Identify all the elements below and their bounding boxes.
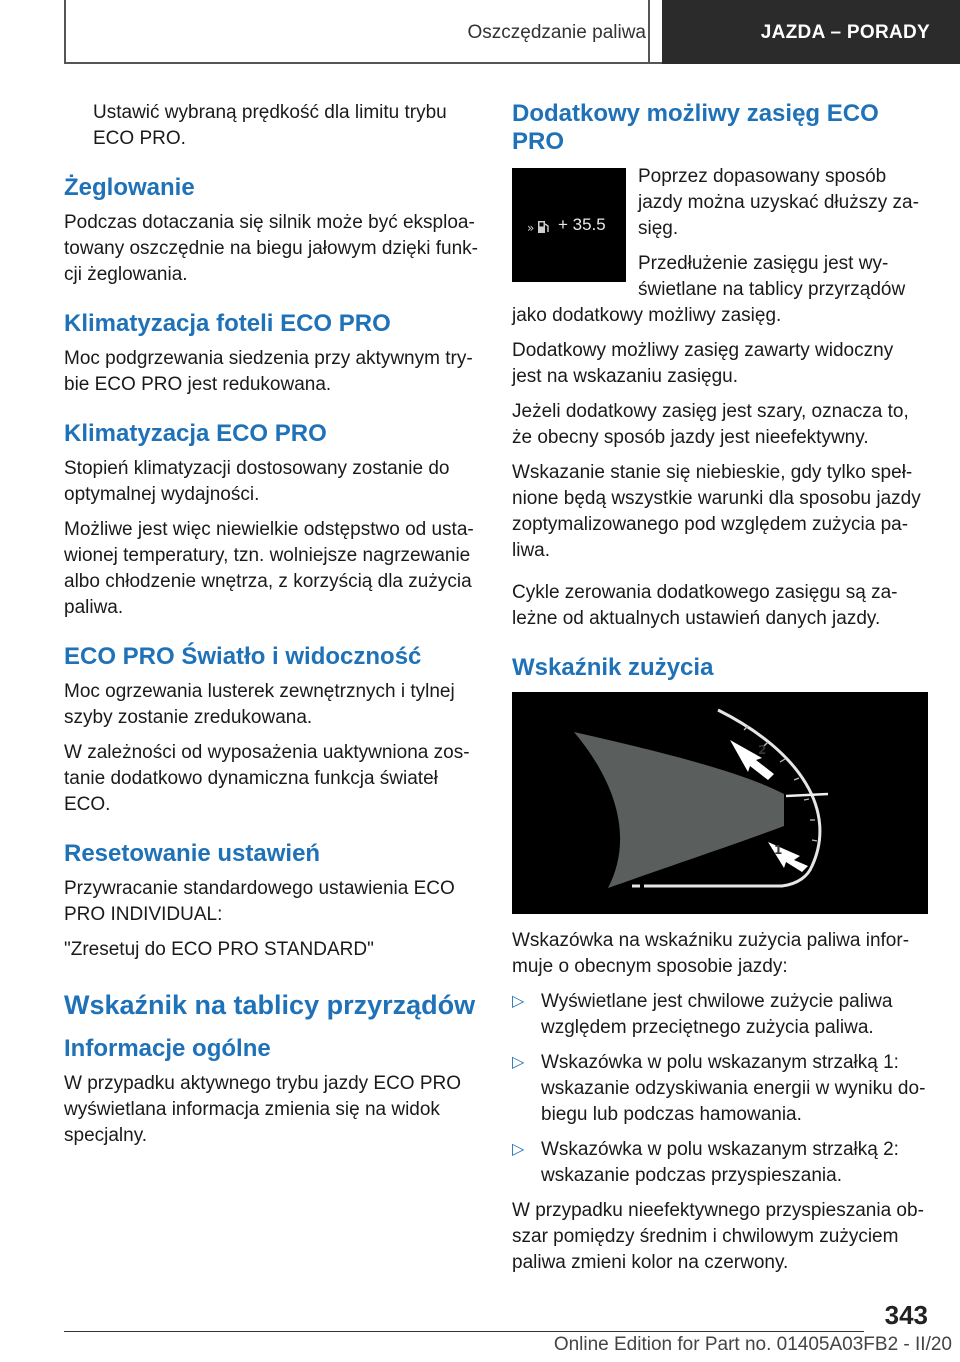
paragraph-resetowanie-1: Przywracanie standardowego ustawienia ECO PRO INDIVIDUAL: (64, 878, 455, 925)
paragraph-zasieg-1: Poprzez dopasowany sposób jazdy można uzyskać dłuższy zasięg. (638, 166, 919, 239)
paragraph-wskazowka: Wskazówka na wskaźniku zużycia paliwa informuje o obecnym sposobie jazdy: (512, 930, 910, 977)
paragraph-klimatyzacja-1: Stopień klimatyzacji dostosowany zostanie do optymalnej wydajności. (64, 458, 450, 505)
heading-resetowanie: Resetowanie ustawień (64, 840, 321, 867)
left-column (64, 100, 480, 1158)
eco-range-display-image (512, 168, 626, 282)
header-chapter-title: Oszczędzanie paliwa (467, 22, 646, 43)
header-separator (648, 0, 650, 64)
consumption-gauge-image (512, 692, 928, 914)
heading-wskaznik-tablica: Wskaźnik na tablicy przyrządów (64, 990, 476, 1020)
fuel-pump-icon (527, 218, 553, 236)
paragraph-resetowanie-2: "Zresetuj do ECO PRO STANDARD" (64, 939, 374, 960)
heading-dodatkowy-zasieg: Dodatkowy możliwy zasięg ECO PRO (512, 100, 879, 155)
list-item: ▷ Wskazówka w polu wskazanym strzałką 2: wskazanie podczas przyspieszania. (512, 1139, 899, 1186)
right-column (512, 100, 928, 1285)
list-item: ▷ Wskazówka w polu wskazanym strzałką 1: wskazanie odzyskiwania energii w wyniku dobiegu lub podczas hamowania. (512, 1052, 926, 1125)
heading-klimatyzacja-eco: Klimatyzacja ECO PRO (64, 420, 327, 447)
heading-wskaznik-zuzycia: Wskaźnik zużycia (512, 654, 714, 681)
triangle-bullet-icon: ▷ (512, 993, 525, 1010)
bullet-list (512, 989, 928, 1189)
eco-range-value: + 35.5 (558, 215, 606, 234)
triangle-bullet-icon: ▷ (512, 1054, 525, 1071)
paragraph-zasieg-5: Wskazanie stanie się niebieskie, gdy tylko spełnione będą wszystkie warunki dla sposobu jazdy zoptymalizowanego pod względem zużycia paliwa. (512, 462, 921, 561)
gauge-arrow-label-2: 2 (758, 743, 767, 757)
header-left-rule (64, 0, 66, 64)
paragraph-swiatlo-1: Moc ogrzewania lusterek zewnętrznych i tylnej szyby zostanie zredukowana. (64, 681, 455, 728)
paragraph-zasieg-2: Przedłużenie zasięgu jest wyświetlane na tablicy przyrządów jako dodatkowy możliwy zasięg. (512, 253, 906, 326)
heading-klimatyzacja-foteli: Klimatyzacja foteli ECO PRO (64, 310, 391, 337)
heading-zeglowanie: Żeglowanie (64, 174, 195, 201)
heading-informacje-ogolne: Informacje ogólne (64, 1035, 271, 1062)
paragraph-zasieg-3: Dodatkowy możliwy zasięg zawarty widoczny jest na wskazaniu zasięgu. (512, 340, 894, 387)
paragraph-klimatyzacja-foteli: Moc podgrzewania siedzenia przy aktywnym trybie ECO PRO jest redukowana. (64, 348, 473, 395)
heading-swiatlo: ECO PRO Światło i widoczność (64, 643, 422, 670)
paragraph-eco-limit: Ustawić wybraną prędkość dla limitu trybu ECO PRO. (93, 102, 447, 149)
paragraph-przyspieszanie: W przypadku nieefektywnego przyspieszania obszar pomiędzy średnim i chwilowym zużyciem paliwa zmieni kolor na czerwony. (512, 1200, 924, 1273)
paragraph-informacje: W przypadku aktywnego trybu jazdy ECO PRO wyświetlana informacja zmienia się na widok specjalny. (64, 1073, 462, 1146)
list-item: ▷ Wyświetlane jest chwilowe zużycie paliwa względem przeciętnego zużycia paliwa. (512, 991, 893, 1038)
footer-edition: Online Edition for Part no. 01405A03FB2 - II/20 (553, 1334, 952, 1355)
page-number: 343 (884, 1300, 928, 1330)
triangle-bullet-icon: ▷ (512, 1141, 525, 1158)
paragraph-klimatyzacja-2: Możliwe jest więc niewielkie odstępstwo od ustawionej temperatury, tzn. wolniejsze nagrzewanie albo chłodzenie wnętrza, z korzyścią dla zużycia paliwa. (64, 519, 474, 618)
paragraph-zasieg-4: Jeżeli dodatkowy zasięg jest szary, oznacza to, że obecny sposób jazdy jest nieefektywny. (512, 401, 909, 448)
paragraph-zeglowanie: Podczas dotaczania się silnik może być eksploatowany oszczędnie na biegu jałowym dzięki funkcji żeglowania. (64, 212, 478, 285)
paragraph-swiatlo-2: W zależności od wyposażenia uaktywniona zostanie dodatkowo dynamiczna funkcja świateł ECO. (64, 742, 470, 815)
gauge-arrow-label-1: 1 (774, 843, 783, 857)
header-section-title: JAZDA – PORADY (760, 22, 930, 43)
svg-text:»: » (527, 221, 535, 235)
paragraph-zasieg-6: Cykle zerowania dodatkowego zasięgu są zależne od aktualnych ustawień danych jazdy. (512, 582, 898, 629)
